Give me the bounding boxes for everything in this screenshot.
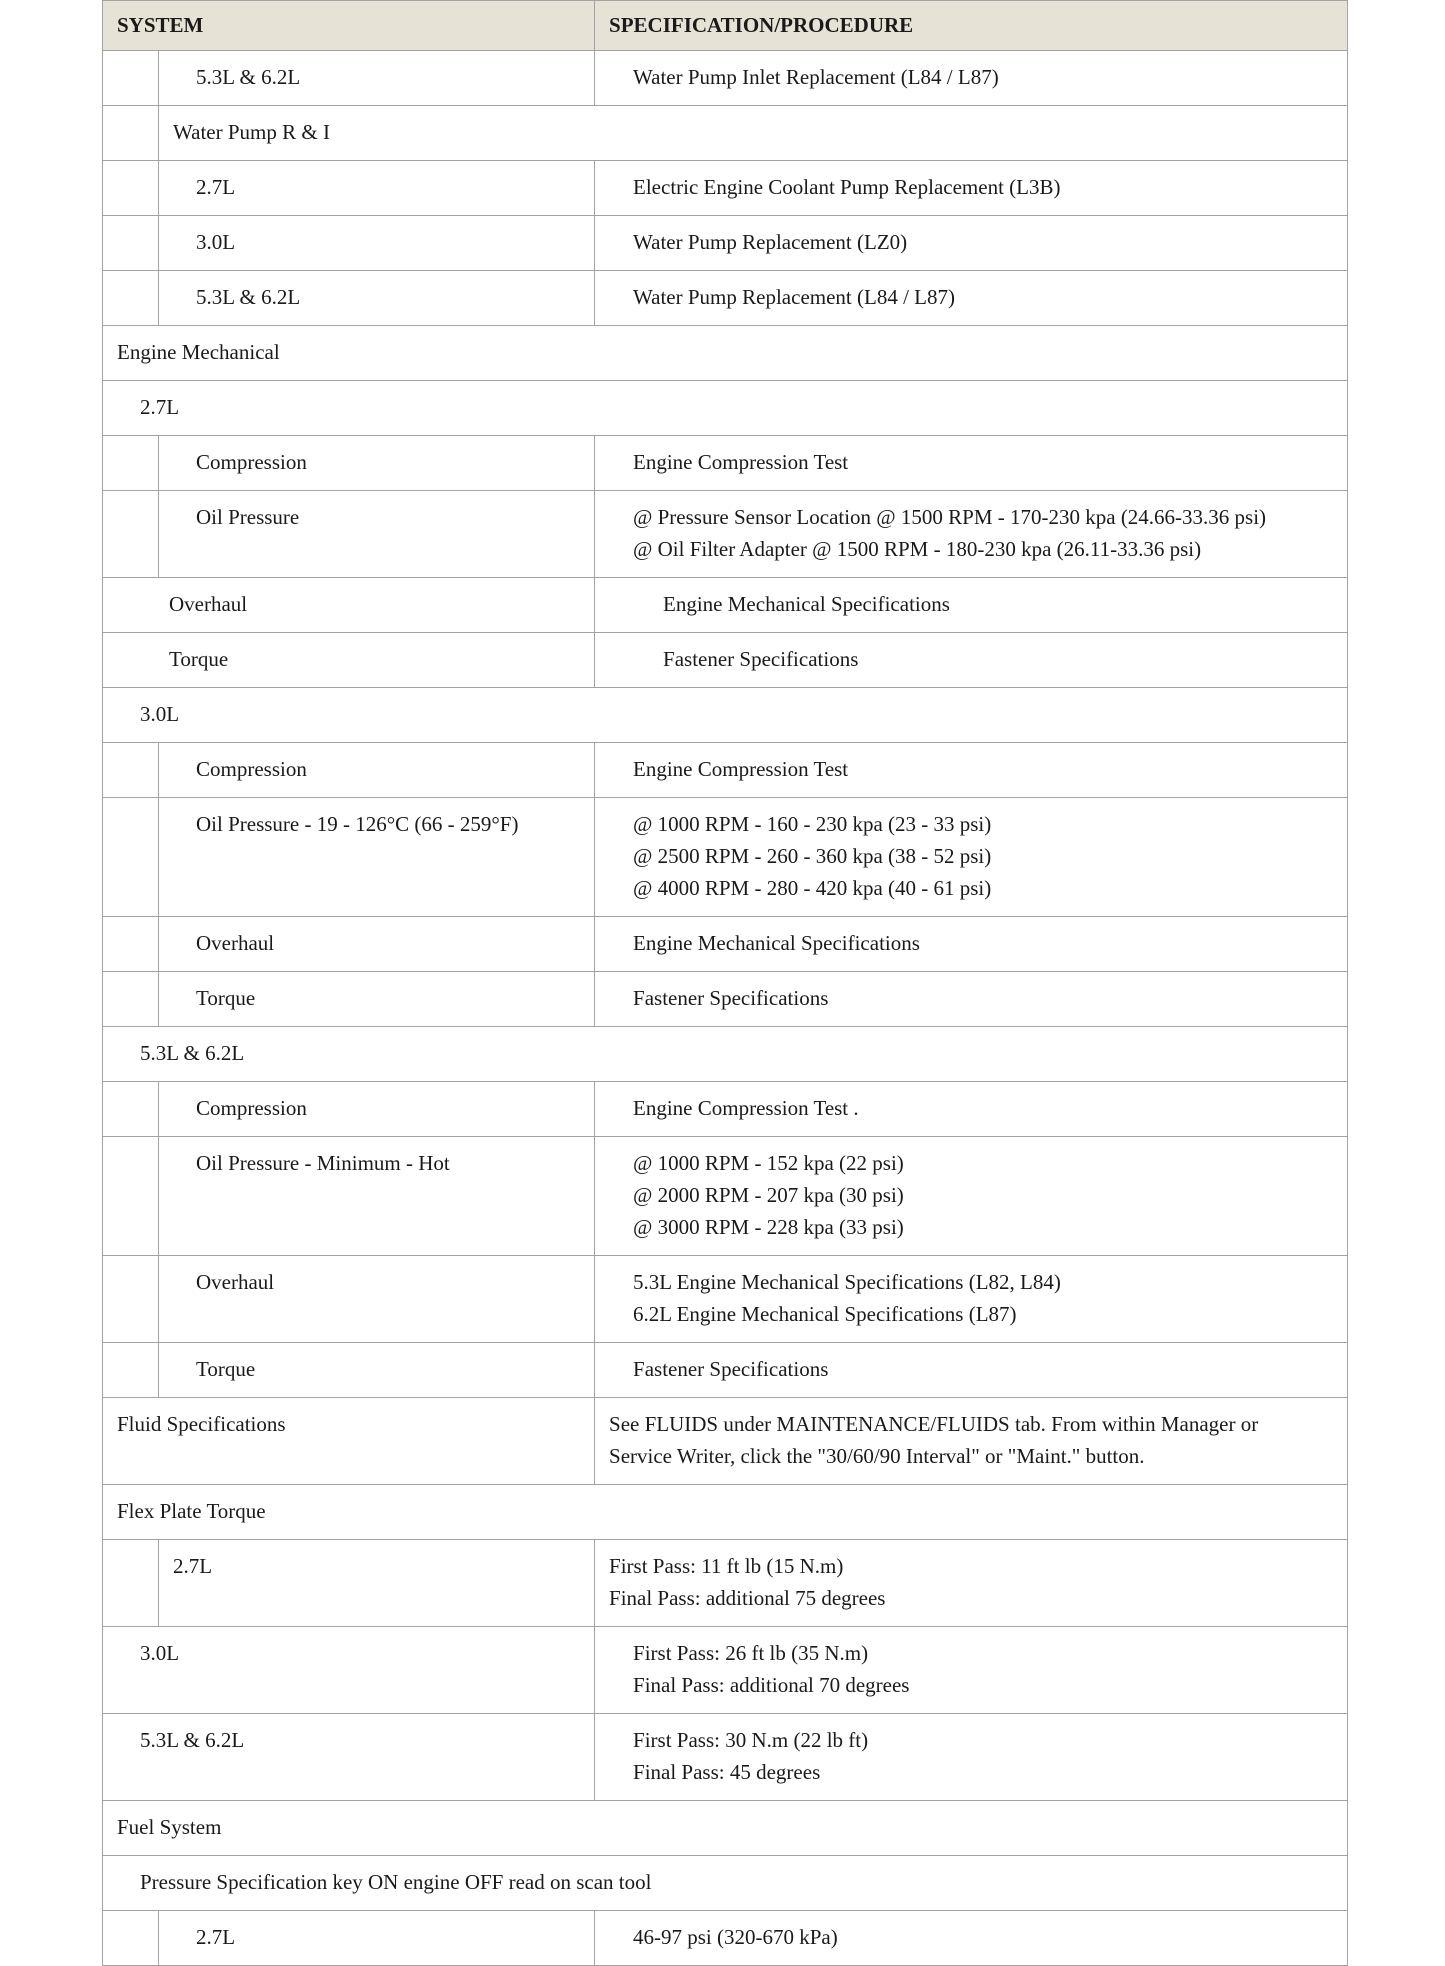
table-row [103, 1856, 1348, 1911]
spec-cell: Water Pump Replacement (LZ0) [595, 216, 1348, 271]
spec-cell: Engine Compression Test . [595, 1082, 1348, 1137]
indent-cell [103, 972, 159, 1027]
spec-cell: See FLUIDS under MAINTENANCE/FLUIDS tab. From within Manager or Service Writer, click the "30/60/90 Interval" or "Maint." button. [595, 1398, 1348, 1485]
indent-cell [103, 51, 159, 106]
table-row [103, 161, 1348, 216]
system-cell: 3.0L [103, 1627, 595, 1714]
system-cell: Torque [159, 972, 595, 1027]
system-cell: Compression [159, 743, 595, 798]
system-cell: Oil Pressure - 19 - 126°C (66 - 259°F) [159, 798, 595, 917]
table-row [103, 1801, 1348, 1856]
section-cell: Engine Mechanical [103, 326, 1348, 381]
spec-cell: 5.3L Engine Mechanical Specifications (L82, L84) 6.2L Engine Mechanical Specifications (L87) [595, 1256, 1348, 1343]
spec-cell: First Pass: 26 ft lb (35 N.m) Final Pass: additional 70 degrees [595, 1627, 1348, 1714]
table-row [103, 1343, 1348, 1398]
indent-cell [103, 491, 159, 578]
table-row [103, 1714, 1348, 1801]
indent-cell [103, 161, 159, 216]
section-cell: Fuel System [103, 1801, 1348, 1856]
table-row [103, 633, 1348, 688]
system-cell: Overhaul [159, 917, 595, 972]
system-cell: Torque [159, 1343, 595, 1398]
spec-cell: @ 1000 RPM - 160 - 230 kpa (23 - 33 psi) @ 2500 RPM - 260 - 360 kpa (38 - 52 psi) @ 4000 RPM - 280 - 420 kpa (40 - 61 psi) [595, 798, 1348, 917]
spec-cell: @ Pressure Sensor Location @ 1500 RPM - 170-230 kpa (24.66-33.36 psi) @ Oil Filter Adapter @ 1500 RPM - 180-230 kpa (26.11-33.36 psi) [595, 491, 1348, 578]
system-cell: Compression [159, 1082, 595, 1137]
system-cell: Oil Pressure [159, 491, 595, 578]
spec-cell: Water Pump Inlet Replacement (L84 / L87) [595, 51, 1348, 106]
table-row [103, 1398, 1348, 1485]
table-row [103, 51, 1348, 106]
section-cell: 3.0L [103, 688, 1348, 743]
table-row [103, 1627, 1348, 1714]
system-cell: Torque [103, 633, 595, 688]
table-row [103, 917, 1348, 972]
spec-cell: @ 1000 RPM - 152 kpa (22 psi) @ 2000 RPM - 207 kpa (30 psi) @ 3000 RPM - 228 kpa (33 psi) [595, 1137, 1348, 1256]
table-row [103, 1540, 1348, 1627]
section-cell: Flex Plate Torque [103, 1485, 1348, 1540]
table-row [103, 216, 1348, 271]
system-cell: 5.3L & 6.2L [159, 271, 595, 326]
indent-cell [103, 1256, 159, 1343]
spec-cell: First Pass: 11 ft lb (15 N.m) Final Pass: additional 75 degrees [595, 1540, 1348, 1627]
indent-cell [103, 1082, 159, 1137]
indent-cell [103, 271, 159, 326]
spec-column-header: SPECIFICATION/PROCEDURE [595, 1, 1348, 51]
table-row [103, 326, 1348, 381]
indent-cell [103, 1343, 159, 1398]
spec-cell: Fastener Specifications [595, 633, 1348, 688]
indent-cell [103, 798, 159, 917]
table-row [103, 688, 1348, 743]
spec-cell: Fastener Specifications [595, 1343, 1348, 1398]
spec-cell: Engine Mechanical Specifications [595, 578, 1348, 633]
system-cell: Overhaul [159, 1256, 595, 1343]
table-row [103, 1256, 1348, 1343]
table-row [103, 1137, 1348, 1256]
section-cell: Pressure Specification key ON engine OFF read on scan tool [103, 1856, 1348, 1911]
spec-cell: Fastener Specifications [595, 972, 1348, 1027]
table-row [103, 1082, 1348, 1137]
system-cell: 5.3L & 6.2L [159, 51, 595, 106]
table-row [103, 106, 1348, 161]
indent-cell [103, 216, 159, 271]
system-cell: 2.7L [159, 161, 595, 216]
system-cell: Overhaul [103, 578, 595, 633]
spec-cell: Engine Compression Test [595, 743, 1348, 798]
table-row [103, 1911, 1348, 1966]
section-cell: 5.3L & 6.2L [103, 1027, 1348, 1082]
table-row [103, 1485, 1348, 1540]
section-cell: Water Pump R & I [159, 106, 1348, 161]
table-row [103, 578, 1348, 633]
indent-cell [103, 917, 159, 972]
spec-cell: Electric Engine Coolant Pump Replacement (L3B) [595, 161, 1348, 216]
section-cell: 2.7L [103, 381, 1348, 436]
system-cell: Oil Pressure - Minimum - Hot [159, 1137, 595, 1256]
indent-cell [103, 1540, 159, 1627]
indent-cell [103, 1137, 159, 1256]
table-row [103, 381, 1348, 436]
spec-cell: 46-97 psi (320-670 kPa) [595, 1911, 1348, 1966]
system-cell: Compression [159, 436, 595, 491]
spec-cell: Engine Compression Test [595, 436, 1348, 491]
indent-cell [103, 743, 159, 798]
indent-cell [103, 436, 159, 491]
system-cell: 3.0L [159, 216, 595, 271]
indent-cell [103, 1911, 159, 1966]
indent-cell [103, 106, 159, 161]
spec-cell: Water Pump Replacement (L84 / L87) [595, 271, 1348, 326]
table-row [103, 491, 1348, 578]
table-header-row [103, 1, 1348, 51]
spec-cell: Engine Mechanical Specifications [595, 917, 1348, 972]
table-row [103, 1027, 1348, 1082]
table-row [103, 436, 1348, 491]
system-cell: 2.7L [159, 1911, 595, 1966]
system-column-header: SYSTEM [103, 1, 595, 51]
table-row [103, 271, 1348, 326]
system-cell: 5.3L & 6.2L [103, 1714, 595, 1801]
table-row [103, 798, 1348, 917]
table-row [103, 743, 1348, 798]
table-row [103, 972, 1348, 1027]
system-cell: Fluid Specifications [103, 1398, 595, 1485]
spec-table [102, 0, 1348, 1966]
system-cell: 2.7L [159, 1540, 595, 1627]
spec-cell: First Pass: 30 N.m (22 lb ft) Final Pass: 45 degrees [595, 1714, 1348, 1801]
